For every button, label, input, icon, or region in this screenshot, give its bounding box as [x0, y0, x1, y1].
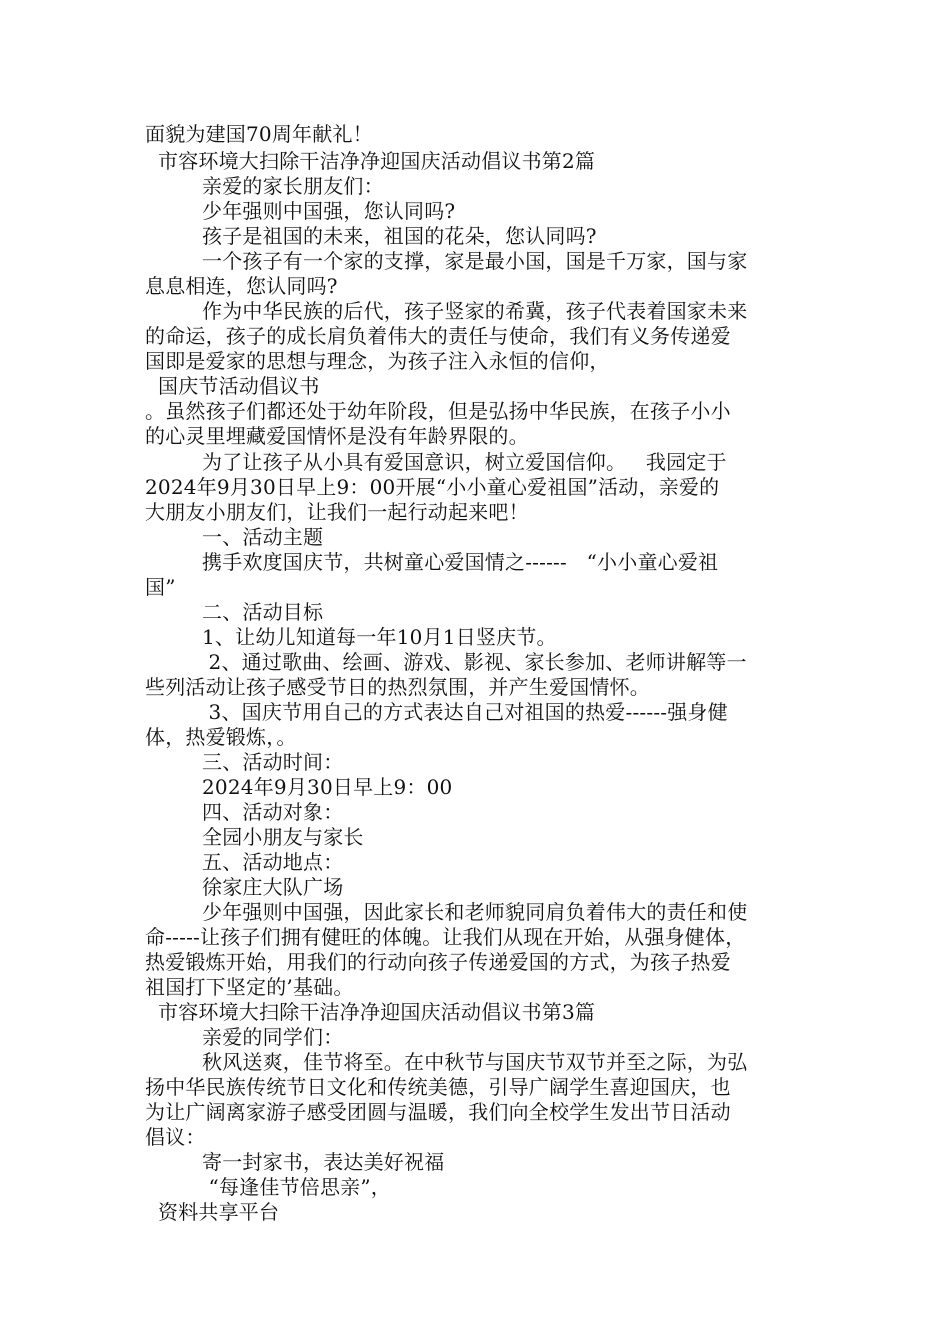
text-line: 孩子是祖国的未来，祖国的花朵，您认同吗? [202, 224, 597, 248]
text-line: 3、国庆节用自己的方式表达自己对祖国的热爱------强身健 [202, 700, 728, 724]
item-heading: 四、活动对象： [202, 800, 344, 824]
text-line: 国即是爱家的思想与理念，为孩子注入永恒的信仰， [145, 349, 610, 373]
item-heading: 一、活动主题 [202, 525, 324, 549]
text-line: 携手欢度国庆节，共树童心爱国情之------ “小小童心爱祖 [202, 550, 719, 574]
text-line: 息息相连，您认同吗? [145, 274, 338, 298]
item-heading: 五、活动地点： [202, 850, 344, 874]
text-line: 全园小朋友与家长 [202, 825, 364, 849]
text-line: 些列活动让孩子感受节日的热烈氛围，并产生爱国情怀。 [145, 675, 650, 699]
text-line: 热爱锻炼开始，用我们的行动向孩子传递爱国的方式，为孩子热爱 [145, 950, 731, 974]
text-line: 倡议： [145, 1125, 206, 1149]
section-heading-3: 市容环境大扫除干洁净净迎国庆活动倡议书第3篇 [158, 1000, 596, 1024]
footer-text: 资料共享平台 [158, 1200, 280, 1224]
text-line: 作为中华民族的后代，孩子竖家的希冀，孩子代表着国家未来 [202, 299, 748, 323]
greeting: 亲爱的家长朋友们： [202, 174, 384, 198]
item-heading: 二、活动目标 [202, 600, 324, 624]
text-line: 的命运，孩子的成长肩负着伟大的责任与使命，我们有义务传递爱 [145, 324, 731, 348]
text-line: 面貌为建国70周年献礼！ [145, 122, 373, 146]
text-line: 国” [145, 575, 176, 599]
inserted-heading: 国庆节活动倡议书 [158, 374, 320, 398]
text-line: 少年强则中国强，因此家长和老师貌同肩负着伟大的责任和使 [202, 900, 748, 924]
text-line: 体，热爱锻炼，。 [145, 725, 297, 749]
text-line: 少年强则中国强，您认同吗? [202, 199, 456, 223]
text-line: 为了让孩子从小具有爱国意识，树立爱国信仰。 我园定于 [202, 450, 727, 474]
text-line: 2024年9月30日早上9：00 [202, 775, 453, 799]
text-line: 祖国打下坚定的’基础。 [145, 975, 354, 999]
text-line: 为让广阔离家游子感受团圆与温暖，我们向全校学生发出节日活动 [145, 1100, 731, 1124]
text-line: 秋风送爽，佳节将至。在中秋节与国庆节双节并至之际，为弘 [202, 1050, 748, 1074]
text-line: 徐家庄大队广场 [202, 875, 344, 899]
text-line: 寄一封家书，表达美好祝福 [202, 1150, 445, 1174]
text-line: “每逢佳节倍思亲”， [202, 1175, 392, 1199]
greeting: 亲爱的同学们： [202, 1025, 344, 1049]
text-line: 扬中华民族传统节日文化和传统美德，引导广阔学生喜迎国庆，也 [145, 1075, 731, 1099]
text-line: 1、让幼儿知道每一年10月1日竖庆节。 [202, 625, 557, 649]
text-line: 命-----让孩子们拥有健旺的体魄。让我们从现在开始，从强身健体， [145, 925, 746, 949]
item-heading: 三、活动时间： [202, 750, 344, 774]
text-line: 2024年9月30日早上9：00开展“小小童心爱祖国”活动，亲爱的 [145, 475, 720, 499]
text-line: 一个孩子有一个家的支撑，家是最小国，国是千万家，国与家 [202, 249, 748, 273]
section-heading-2: 市容环境大扫除干洁净净迎国庆活动倡议书第2篇 [158, 149, 596, 173]
text-line: 的心灵里埋藏爱国情怀是没有年龄界限的。 [145, 424, 529, 448]
text-line: 2、通过歌曲、绘画、游戏、影视、家长参加、老师讲解等一 [202, 650, 747, 674]
text-line: 大朋友小朋友们，让我们一起行动起来吧！ [145, 500, 529, 524]
text-line: 。虽然孩子们都还处于幼年阶段，但是弘扬中华民族，在孩子小小 [145, 399, 731, 423]
